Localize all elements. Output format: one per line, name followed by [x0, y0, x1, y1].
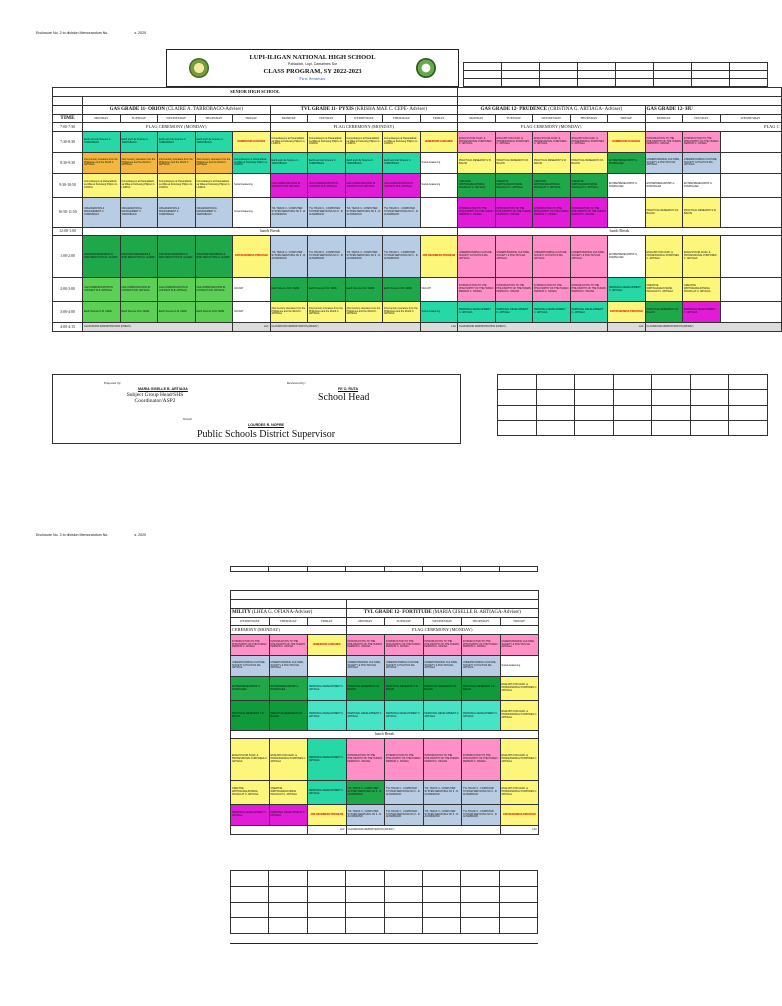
- schedule-cell: 21st Century Literature from the Philippines and the World C. ARTIAGA: [195, 153, 233, 174]
- lunch-break: lunch Break: [231, 731, 539, 739]
- schedule-cell: INTRODUCTION TO THE PHILOSOPHY OF THE HUMAN PERSON C. OFIANA: [570, 198, 608, 228]
- schedule-cell: Earth Science N.M. CEPE: [195, 302, 233, 323]
- schedule-cell: INTRODUCTION TO THE PHILOSOPHY OF THE HUMAN PERSON C. OFIANA: [385, 739, 424, 781]
- schedule-cell: ENTREPRENEURSHIP G. DOMINGUEZ: [608, 174, 646, 198]
- schedule-cell: ENTREPRENEURSHIP G. DOMINGUEZ: [269, 677, 308, 701]
- flag-ceremony: FLAG CEREMONY (MONDAY): [346, 626, 539, 635]
- schedule-cell: PRACTICAL RESEARCH 2 R. BALON: [385, 677, 424, 701]
- schedule-cell: INTRODUCTION TO THE PHILOSOPHY OF THE HUMAN PERSON C. OFIANA: [645, 132, 683, 153]
- schedule-cell: PERSONAL DEVELOPMENT C. ARTIAGA: [462, 701, 501, 731]
- schedule-cell: INTRODUCTION TO THE PHILOSOPHY OF THE HUMAN PERSON C. OFIANA: [269, 635, 308, 656]
- time-slot: 2:00-3:00: [53, 278, 83, 302]
- section-heading: SENIOR HIGH SCHOOL: [53, 88, 458, 97]
- schedule-cell: Earth Science N.M. CEPE: [158, 302, 196, 323]
- schedule-cell: Earth and Life Science C. TARROBAGO: [120, 132, 158, 153]
- schedule-cell: Earth Science N.M. CEPE: [345, 278, 383, 302]
- schedule-cell: 21st Century Literature from the Philippines and the World C. ARTIAGA: [83, 153, 121, 174]
- reviewer-name: FE O. RUTA: [338, 387, 359, 391]
- schedule-cell: CREATIVE WRITING/MALIKHAING PAGSULAT C. ARTIAGA: [570, 174, 608, 198]
- schedule-cell: CREATIVE WRITING/MALIKHAING PAGSULAT C. ARTIAGA: [533, 174, 571, 198]
- schedule-cell: Komunikasyon at Pananaliksik sa Wika at Kulturang Pilipino G. LORICA: [195, 174, 233, 198]
- schedule-cell: Earth and Life Science C. TARROBAGO: [195, 132, 233, 153]
- noted-label: Noted:: [183, 417, 193, 421]
- day-header: WEDNESDAY: [423, 618, 462, 626]
- page2-header-grid: [230, 566, 538, 591]
- lac-cell: LAC: [233, 323, 271, 332]
- day-header: WEDNESDAY: [345, 115, 383, 123]
- time-slot: 10:50-11:50: [53, 198, 83, 228]
- class-header-hu: GAS GRADE 12- HU: [645, 106, 781, 115]
- day-header: THURSDAY: [462, 618, 501, 626]
- schedule-cell: ENGLISH FOR ACAD. & PROFESSIONAL PURPOSES C. ARTIAGA: [533, 132, 571, 153]
- schedule-cell: PRACTICAL RESEARCH 2 R. BALON: [458, 153, 496, 174]
- schedule-cell: TVL TRACK II - COMPUTER SYSTEM SERVICING NC II - R. ALTAMIRANO: [345, 236, 383, 278]
- schedule-cell: 21st Century Literature from the Philippines and the World C. ARTIAGA: [158, 153, 196, 174]
- schedule-cell: Oral COMMUNICATION IN CONTEXT M.B. ARTIAGA: [383, 174, 421, 198]
- flag-ceremony: FLAG CEREMONY (MONDAY): [270, 123, 458, 132]
- schedule-cell: JOB READINESS PROGRAM: [420, 236, 458, 278]
- class-schedule-table: [52, 87, 782, 337]
- schedule-cell: PERSONAL DEVELOPMENT C. ARTIAGA: [533, 302, 571, 323]
- schedule-cell: CREATIVE WRITING/MALIKHAING PAGSULAT C. ARTIAGA: [683, 278, 721, 302]
- schedule-cell: ENTREPRENEURSHIP G. DOMINGUEZ: [231, 677, 270, 701]
- lac-cell: LAC: [420, 323, 458, 332]
- schedule-cell: ENGLISH FOR ACAD. & PROFESSIONAL PURPOSES C. ARTIAGA: [458, 132, 496, 153]
- class-header-pyxis: TVL GRADE 11- PYXIS (KRISHA MAE C. CEPE- Adviser): [270, 106, 458, 115]
- schedule-cell: TVL TRACK II - COMPUTER SYSTEM SERVICING NC II - R. ALTAMIRANO: [270, 236, 308, 278]
- day-header: MONDAY: [645, 115, 683, 123]
- schedule-cell: ENTREPRENEURSHIP G. DOMINGUEZ: [683, 174, 721, 198]
- day-header: TUESDAY: [308, 115, 346, 123]
- schedule-cell: TVL TRACK II - COMPUTER SYSTEM SERVICING NC II - R. ALTAMIRANO: [383, 198, 421, 228]
- flag-ceremony: FLAG CEREMONY (MONDAY): [83, 123, 271, 132]
- preparer-role: Subject Group Head/SHS Coordinator/ASP2: [126, 392, 184, 404]
- schedule-cell: DISASTER READINESS & RISK REDUCTION M. GUAMO: [120, 236, 158, 278]
- schedule-cell: ORGANIZATION & MANAGEMENT C. TARROBAGO: [195, 198, 233, 228]
- schedule-cell: PERSONAL DEVELOPMENT C. ARTIAGA: [423, 701, 462, 731]
- schedule-cell: UNDERSTANDING CULTURE, SOCIETY & POLITICS MA. ARTIAGA: [346, 656, 385, 677]
- schedule-cell: UNDERSTANDING CULTURE, SOCIETY & POLITICS MA. ARTIAGA: [645, 153, 683, 174]
- schedule-cell: Oral COMMUNICATION IN CONTEXT M.B. ARTIAGA: [195, 278, 233, 302]
- schedule-cell: CREATIVE WRITING/MALIKHAING PAGSULAT C. ARTIAGA: [231, 781, 270, 805]
- schedule-cell: TVL TRACK II - COMPUTER SYSTEM SERVICING NC II - R. ALTAMIRANO: [462, 781, 501, 805]
- schedule-cell: PRACTICAL RESEARCH 2 R. BALON: [462, 677, 501, 701]
- schedule-cell: PERSONAL DEVELOPMENT C. ARTIAGA: [308, 739, 347, 781]
- reviewer-role: School Head: [318, 392, 370, 403]
- schedule-cell: PRACTICAL RESEARCH 2 R. BALON: [495, 153, 533, 174]
- lunch-break: lunch Break: [458, 228, 782, 236]
- time-slot: 1:00-2:00: [53, 236, 83, 278]
- schedule-cell: DISASTER READINESS & RISK REDUCTION M. GUAMO: [158, 236, 196, 278]
- schedule-cell: ENGLISH FOR ACAD. & PROFESSIONAL PURPOSES C. ARTIAGA: [269, 739, 308, 781]
- schedule-cell: PRACTICAL RESEARCH 2 R. BALON: [533, 153, 571, 174]
- schedule-cell: Oral COMMUNICATION IN CONTEXT M.B. ARTIAGA: [120, 278, 158, 302]
- schedule-cell: Earth Science N.M. CEPE: [308, 278, 346, 302]
- schedule-cell: TVL TRACK II - COMPUTER SYSTEM SERVICING NC II - R. ALTAMIRANO: [346, 805, 385, 826]
- schedule-cell: INTRODUCTION TO THE PHILOSOPHY OF THE HUMAN PERSON C. OFIANA: [462, 635, 501, 656]
- enclosure-note-page2: [36, 533, 146, 537]
- schedule-cell: Komunikasyon at Pananaliksik sa Wika at Kulturang Pilipino G. LORICA: [383, 132, 421, 153]
- header-empty-grid: [463, 62, 768, 87]
- preparer-name: MARIA GISELLE B. ARTIAGA: [138, 387, 188, 391]
- lac-cell: LAC: [500, 826, 539, 835]
- schedule-cell: ENGLISH FOR ACAD. & PROFESSIONAL PURPOSES C. ARTIAGA: [495, 132, 533, 153]
- schedule-cell: CREATIVE WRITING/MALIKHAING PAGSULAT C. ARTIAGA: [495, 174, 533, 198]
- lac-cell: LAC: [308, 826, 347, 835]
- schedule-cell: Earth Science N.M. CEPE: [270, 278, 308, 302]
- day-header: THURSDAY: [269, 618, 308, 626]
- schedule-cell: JOB READINESS PROGRAM: [308, 805, 347, 826]
- schedule-cell: ENGLISH FOR ACAD. & PROFESSIONAL PURPOSES C. ARTIAGA: [500, 701, 539, 731]
- schedule-cell: Social Awakening: [500, 656, 539, 677]
- schedule-cell: Komunikasyon at Pananaliksik sa Wika at Kulturang Pilipino G. LORICA: [345, 132, 383, 153]
- schedule-cell: VACANT: [420, 278, 458, 302]
- schedule-cell: UNDERSTANDING CULTURE, SOCIETY & POLITICS MA. ARTIAGA: [231, 656, 270, 677]
- schedule-cell: PERSONAL DEVELOPMENT C. ARTIAGA: [608, 278, 646, 302]
- schedule-cell: Social Awakening: [420, 302, 458, 323]
- schedule-cell: HOMEROOM GUIDANCE: [308, 635, 347, 656]
- schedule-cell: VACANT: [233, 278, 271, 302]
- schedule-cell: INTRODUCTION TO THE PHILOSOPHY OF THE HUMAN PERSON C. OFIANA: [683, 132, 721, 153]
- schedule-cell: Social Awakening: [233, 198, 271, 228]
- schedule-cell: Komunikasyon at Pananaliksik sa Wika at Kulturang Pilipino G. LORICA: [233, 153, 271, 174]
- schedule-cell: Komunikasyon at Pananaliksik sa Wika at Kulturang Pilipino G. LORICA: [270, 132, 308, 153]
- day-header: MONDAY: [83, 115, 121, 123]
- schedule-cell: TVL TRACK II - COMPUTER SYSTEM SERVICING NC II - R. ALTAMIRANO: [423, 805, 462, 826]
- lac-cell: LAC: [608, 323, 646, 332]
- schedule-cell: PERSONAL DEVELOPMENT C. ARTIAGA: [346, 701, 385, 731]
- schedule-cell: Komunikasyon at Pananaliksik sa Wika at Kulturang Pilipino G. LORICA: [158, 174, 196, 198]
- classroom-admin: CLASSROOM ADMINISTRATION (FRIDAY): [270, 323, 420, 332]
- schedule-cell: Komunikasyon at Pananaliksik sa Wika at Kulturang Pilipino G. LORICA: [308, 132, 346, 153]
- schedule-cell: PERSONAL DEVELOPMENT C. ARTIAGA: [308, 701, 347, 731]
- schedule-cell: PERSONAL DEVELOPMENT C. ARTIAGA: [458, 302, 496, 323]
- schedule-cell: ORGANIZATION & MANAGEMENT C. TARROBAGO: [120, 198, 158, 228]
- signature-empty-grid: [497, 374, 768, 436]
- day-header: TUESDAY: [495, 115, 533, 123]
- schedule-cell: TVL TRACK II - COMPUTER SYSTEM SERVICING NC II - R. ALTAMIRANO: [308, 236, 346, 278]
- schedule-cell: TVL TRACK II - COMPUTER SYSTEM SERVICING NC II - R. ALTAMIRANO: [423, 781, 462, 805]
- schedule-cell: TVL TRACK II - COMPUTER SYSTEM SERVICING NC II - R. ALTAMIRANO: [462, 805, 501, 826]
- day-header: WEDNESDAY: [158, 115, 196, 123]
- schedule-cell: PERSONAL DEVELOPMENT C. ARTIAGA: [495, 302, 533, 323]
- schedule-cell: PERSONAL DEVELOPMENT C. ARTIAGA: [269, 805, 308, 826]
- schedule-cell: UNDERSTANDING CULTURE, SOCIETY & POLITICS MA. ARTIAGA: [570, 236, 608, 278]
- reviewed-by-label: Reviewed by:: [287, 381, 306, 385]
- schedule-cell: CREATIVE WRITING/MALIKHAING PAGSULAT C. ARTIAGA: [458, 174, 496, 198]
- schedule-cell: Komunikasyon at Pananaliksik sa Wika at Kulturang Pilipino G. LORICA: [120, 174, 158, 198]
- time-slot: 7:00-7:30: [53, 123, 83, 132]
- schedule-cell: CREATIVE WRITING/MALIKHAING PAGSULAT C. ARTIAGA: [269, 781, 308, 805]
- schedule-cell: UNDERSTANDING CULTURE, SOCIETY & POLITICS MA. ARTIAGA: [495, 236, 533, 278]
- schedule-cell: INTRODUCTION TO THE PHILOSOPHY OF THE HUMAN PERSON C. OFIANA: [346, 739, 385, 781]
- day-header: TUESDAY: [120, 115, 158, 123]
- school-name: LUPI-ILIGAN NATIONAL HIGH SCHOOL: [249, 54, 376, 61]
- class-header-orion: GAS GRADE 11- ORION (CLAIRE A. TARROBAGO-Adviser): [83, 106, 271, 115]
- schedule-cell: UNDERSTANDING CULTURE, SOCIETY & POLITICS MA. ARTIAGA: [423, 656, 462, 677]
- page2-bottom-rule: [230, 943, 538, 944]
- schedule-cell: ENGLISH FOR ACAD. & PROFESSIONAL PURPOSES C. ARTIAGA: [683, 236, 721, 278]
- schedule-cell: Earth and Life Science C. TARROBAGO: [308, 153, 346, 174]
- time-header: TIME: [53, 115, 83, 123]
- schedule-cell: PRACTICAL RESEARCH 2 R. BALON: [231, 701, 270, 731]
- schedule-cell: Oral COMMUNICATION IN CONTEXT M.B. ARTIAGA: [270, 174, 308, 198]
- day-header: FRIDAY: [308, 618, 347, 626]
- noter-role: Public Schools District Supervisor: [197, 429, 336, 440]
- schedule-cell: PRACTICAL RESEARCH 2 R. BALON: [570, 153, 608, 174]
- day-header: TUESDAY: [683, 115, 721, 123]
- day-header: FRIDAY: [233, 115, 271, 123]
- schedule-cell: INTRODUCTION TO THE PHILOSOPHY OF THE HUMAN PERSON C. OFIANA: [462, 739, 501, 781]
- day-header: WEDNESDAY: [533, 115, 571, 123]
- school-header: [166, 49, 459, 87]
- schedule-cell: Earth and Life Science C. TARROBAGO: [383, 153, 421, 174]
- schedule-cell: TVL TRACK II - COMPUTER SYSTEM SERVICING NC II - R. ALTAMIRANO: [385, 805, 424, 826]
- schedule-cell: ENGLISH FOR ACAD. & PROFESSIONAL PURPOSES C. ARTIAGA: [500, 781, 539, 805]
- schedule-cell: DISASTER READINESS & RISK REDUCTION M. GUAMO: [195, 236, 233, 278]
- schedule-cell: UNDERSTANDING CULTURE, SOCIETY & POLITICS MA. ARTIAGA: [500, 635, 539, 656]
- schedule-cell: TVL TRACK II - COMPUTER SYSTEM SERVICING NC II - R. ALTAMIRANO: [308, 198, 346, 228]
- schedule-cell: PERSONAL DEVELOPMENT C. ARTIAGA: [308, 677, 347, 701]
- schedule-cell: PERSONAL DEVELOPMENT C. ARTIAGA: [385, 701, 424, 731]
- schedule-cell: HOMEROOM GUIDANCE: [608, 132, 646, 153]
- schedule-cell: INTRODUCTION TO THE PHILOSOPHY OF THE HUMAN PERSON C. OFIANA: [458, 198, 496, 228]
- schedule-cell: 21st Century Literature from the Philippines and the World C. ARTIAGA: [345, 302, 383, 323]
- schedule-cell: 21st Century Literature from the Philippines and the World C. ARTIAGA: [270, 302, 308, 323]
- day-header: FRIDAY: [500, 618, 539, 626]
- schedule-cell: Social Awakening: [420, 153, 458, 174]
- day-header: FRIDAY: [608, 115, 646, 123]
- schedule-cell: PERSONAL DEVELOPMENT C. ARTIAGA: [308, 781, 347, 805]
- schedule-cell: VACANT: [233, 302, 271, 323]
- schedule-cell: TVL TRACK II - COMPUTER SYSTEM SERVICING NC II - R. ALTAMIRANO: [270, 198, 308, 228]
- schedule-cell: UNDERSTANDING CULTURE, SOCIETY & POLITICS MA. ARTIAGA: [533, 236, 571, 278]
- schedule-cell: Earth and Life Science C. TARROBAGO: [345, 153, 383, 174]
- day-header: WEDNESDAY: [231, 618, 270, 626]
- day-header: MONDAY: [346, 618, 385, 626]
- day-header: THURSDAY: [383, 115, 421, 123]
- schedule-cell: ENGLISH FOR ACAD. & PROFESSIONAL PURPOSES C. ARTIAGA: [500, 677, 539, 701]
- schedule-cell: Oral COMMUNICATION IN CONTEXT M.B. ARTIAGA: [345, 174, 383, 198]
- day-header: THURSDAY: [570, 115, 608, 123]
- schedule-cell: CREATIVE WRITING/MALIKHAING PAGSULAT C. ARTIAGA: [645, 278, 683, 302]
- schedule-cell: JOB READINESS PROGRAM: [233, 236, 271, 278]
- flag-ceremony: FLAG C: [645, 123, 781, 132]
- schedule-cell: JOB READINESS PROGRAM: [500, 805, 539, 826]
- schedule-cell: PRACTICAL RESEARCH 2 R. BALON: [645, 198, 683, 228]
- flag-ceremony: CEREMONY (MONDAY): [231, 626, 347, 635]
- classroom-admin: CLASSROOM ADMINISTRATION (FRIDAY): [346, 826, 500, 835]
- schedule-cell: JOB READINESS PROGRAM: [608, 302, 646, 323]
- schedule-cell: PRACTICAL RESEARCH 2 R. BALON: [645, 302, 683, 323]
- schedule-cell: Earth and Life Science C. TARROBAGO: [158, 132, 196, 153]
- schedule-cell: DISASTER READINESS & RISK REDUCTION M. GUAMO: [83, 236, 121, 278]
- program-title: CLASS PROGRAM, SY 2022-2023: [263, 68, 362, 75]
- schedule-cell: ORGANIZATION & MANAGEMENT C. TARROBAGO: [158, 198, 196, 228]
- schedule-cell: INTRODUCTION TO THE PHILOSOPHY OF THE HUMAN PERSON C. OFIANA: [495, 198, 533, 228]
- schedule-cell: UNDERSTANDING CULTURE, SOCIETY & POLITICS MA. ARTIAGA: [269, 656, 308, 677]
- enclosure-series: s. 2020: [134, 31, 147, 35]
- schedule-cell: PERSONAL DEVELOPMENT C. ARTIAGA: [231, 805, 270, 826]
- schedule-cell: Earth and Life Science C. TARROBAGO: [270, 153, 308, 174]
- schedule-cell: TVL TRACK II - COMPUTER SYSTEM SERVICING NC II - R. ALTAMIRANO: [345, 198, 383, 228]
- classroom-admin: CLASSROOM ADMINISTRATION (FRIDAY): [83, 323, 233, 332]
- schedule-cell: UNDERSTANDING CULTURE, SOCIETY & POLITICS MA. ARTIAGA: [385, 656, 424, 677]
- enclosure-note: [36, 31, 146, 35]
- prepared-by-label: Prepared by:: [104, 381, 122, 385]
- classroom-admin: CLASSROOM ADMINISTRATION (FRIDAY): [645, 323, 781, 332]
- class-header-prudence: GAS GRADE 12- PRUDENCE (CRISTINA G. ARTIAGA- Adviser): [458, 106, 646, 115]
- schedule-cell: INTRODUCTION TO THE PHILOSOPHY OF THE HUMAN PERSON C. OFIANA: [570, 278, 608, 302]
- time-slot: 4:00-4:15: [53, 323, 83, 332]
- day-header: THURSDAY: [195, 115, 233, 123]
- day-header: FRIDAY: [420, 115, 458, 123]
- schedule-cell: TVL TRACK II - COMPUTER SYSTEM SERVICING NC II - R. ALTAMIRANO: [346, 781, 385, 805]
- enclosure-label: Enclosure No. 2 to division Memorandum No.: [36, 31, 109, 35]
- day-header: MONDAY: [458, 115, 496, 123]
- schedule-cell: Komunikasyon at Pananaliksik sa Wika at Kulturang Pilipino G. LORICA: [83, 174, 121, 198]
- schedule-cell: 21st Century Literature from the Philippines and the World C. ARTIAGA: [308, 302, 346, 323]
- schedule-cell: INTRODUCTION TO THE PHILOSOPHY OF THE HUMAN PERSON C. OFIANA: [231, 635, 270, 656]
- schedule-cell: Earth Science N.M. CEPE: [120, 302, 158, 323]
- schedule-cell: INTRODUCTION TO THE PHILOSOPHY OF THE HUMAN PERSON C. OFIANA: [423, 635, 462, 656]
- schedule-cell: ORGANIZATION & MANAGEMENT C. TARROBAGO: [83, 198, 121, 228]
- day-header: MONDAY: [270, 115, 308, 123]
- schedule-cell: INTRODUCTION TO THE PHILOSOPHY OF THE HUMAN PERSON C. OFIANA: [385, 635, 424, 656]
- schedule-cell: TVL TRACK II - COMPUTER SYSTEM SERVICING NC II - R. ALTAMIRANO: [383, 236, 421, 278]
- schedule-cell: ENTREPRENEURSHIP G. DOMINGUEZ: [608, 153, 646, 174]
- schedule-cell: ENGLISH FOR ACAD. & PROFESSIONAL PURPOSES C. ARTIAGA: [500, 739, 539, 781]
- class-schedule-table-page2: [230, 590, 539, 835]
- noter-name: LOURDES R. NOPRE: [248, 423, 284, 427]
- schedule-cell: Social Awakening: [420, 174, 458, 198]
- lunch-break: lunch Break: [83, 228, 458, 236]
- schedule-cell: INTRODUCTION TO THE PHILOSOPHY OF THE HUMAN PERSON C. OFIANA: [458, 278, 496, 302]
- page2-signature-grid: [230, 870, 538, 934]
- schedule-cell: Oral COMMUNICATION IN CONTEXT M.B. ARTIAGA: [308, 174, 346, 198]
- schedule-cell: UNDERSTANDING CULTURE, SOCIETY & POLITICS MA. ARTIAGA: [683, 153, 721, 174]
- schedule-cell: TVL TRACK II - COMPUTER SYSTEM SERVICING NC II - R. ALTAMIRANO: [385, 781, 424, 805]
- enclosure-label: Enclosure No. 2 to division Memorandum No.: [36, 533, 109, 537]
- school-address: Poblacion, Lupi, Camarines Sur: [287, 62, 338, 66]
- schedule-cell: PRACTICAL RESEARCH 2 R. BALON: [269, 701, 308, 731]
- semester: First Semester: [299, 76, 326, 81]
- schedule-cell: INTRODUCTION TO THE PHILOSOPHY OF THE HUMAN PERSON C. OFIANA: [533, 278, 571, 302]
- schedule-cell: Oral COMMUNICATION IN CONTEXT M.B. ARTIAGA: [83, 278, 121, 302]
- schedule-cell: UNDERSTANDING CULTURE, SOCIETY & POLITICS MA. ARTIAGA: [462, 656, 501, 677]
- schedule-cell: 21st Century Literature from the Philippines and the World C. ARTIAGA: [120, 153, 158, 174]
- day-header: WEDNESDAY: [720, 115, 781, 123]
- schedule-cell: Earth Science N.M. CEPE: [83, 302, 121, 323]
- schedule-cell: INTRODUCTION TO THE PHILOSOPHY OF THE HUMAN PERSON C. OFIANA: [495, 278, 533, 302]
- schedule-cell: PRACTICAL RESEARCH 2 R. BALON: [423, 677, 462, 701]
- schedule-cell: Oral COMMUNICATION IN CONTEXT M.B. ARTIAGA: [158, 278, 196, 302]
- flag-ceremony: FLAG CEREMONY (MONDAY): [458, 123, 646, 132]
- schedule-cell: ENGLISH FOR ACAD. & PROFESSIONAL PURPOSES C. ARTIAGA: [570, 132, 608, 153]
- schedule-cell: PRACTICAL RESEARCH 2 R. BALON: [346, 677, 385, 701]
- schedule-cell: HOMEROOM GUIDANCE: [420, 132, 458, 153]
- classroom-admin: CLASSROOM ADMINISTRATION (FRIDAY): [458, 323, 608, 332]
- schedule-cell: HOMEROOM GUIDANCE: [233, 132, 271, 153]
- schedule-cell: INTRODUCTION TO THE PHILOSOPHY OF THE HUMAN PERSON C. OFIANA: [533, 198, 571, 228]
- class-header-fortitude: TVL GRADE 12- FORTITUDE (MARIA GISELLE B. ARTIAGA-Adviser): [346, 609, 539, 618]
- day-header: TUESDAY: [385, 618, 424, 626]
- schedule-cell: Earth and Life Science C. TARROBAGO: [83, 132, 121, 153]
- schedule-cell: PRACTICAL RESEARCH 2 R. BALON: [683, 198, 721, 228]
- time-slot: 8:30-9:30: [53, 153, 83, 174]
- schedule-cell: ENTREPRENEURSHIP G. DOMINGUEZ: [645, 174, 683, 198]
- schedule-cell: ENGLISH FOR ACAD. & PROFESSIONAL PURPOSES C. ARTIAGA: [231, 739, 270, 781]
- class-header-humility: MILITY (LHEA G. OFIANA-Adviser): [231, 609, 347, 618]
- schedule-cell: ENTREPRENEURSHIP G. DOMINGUEZ: [608, 236, 646, 278]
- schedule-cell: PERSONAL DEVELOPMENT C. ARTIAGA: [683, 302, 721, 323]
- schedule-cell: ENGLISH FOR ACAD. & PROFESSIONAL PURPOSES C. ARTIAGA: [645, 236, 683, 278]
- schedule-cell: INTRODUCTION TO THE PHILOSOPHY OF THE HUMAN PERSON C. OFIANA: [346, 635, 385, 656]
- schedule-cell: 21st Century Literature from the Philippines and the World C. ARTIAGA: [383, 302, 421, 323]
- schedule-cell: PERSONAL DEVELOPMENT C. ARTIAGA: [570, 302, 608, 323]
- schedule-cell: INTRODUCTION TO THE PHILOSOPHY OF THE HUMAN PERSON C. OFIANA: [423, 739, 462, 781]
- time-slot: 3:00-4:00: [53, 302, 83, 323]
- enclosure-series: s. 2020: [134, 533, 147, 537]
- schedule-cell: UNDERSTANDING CULTURE, SOCIETY & POLITICS MA. ARTIAGA: [458, 236, 496, 278]
- time-slot: 12:00-1:00: [53, 228, 83, 236]
- schedule-cell: Social Awakening: [233, 174, 271, 198]
- schedule-cell: Earth Science N.M. CEPE: [383, 278, 421, 302]
- time-slot: 7:30-8:30: [53, 132, 83, 153]
- time-slot: 9:30-10:50: [53, 174, 83, 198]
